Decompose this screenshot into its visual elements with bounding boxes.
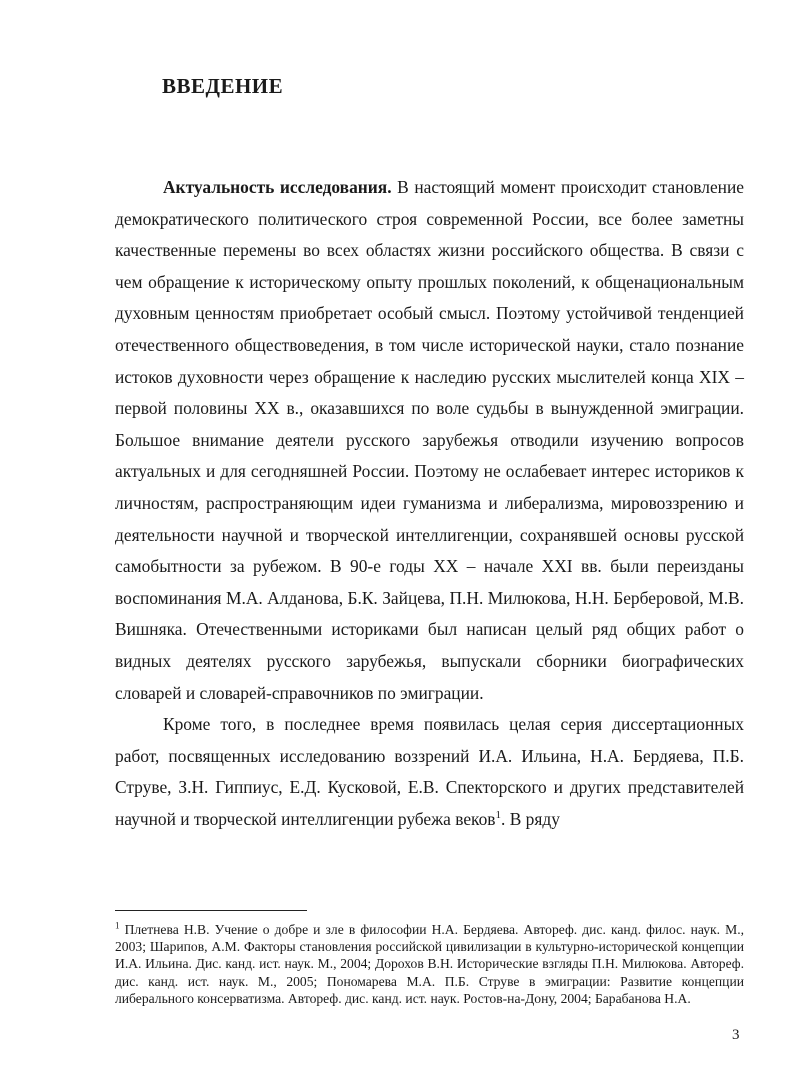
paragraph-relevance bbox=[115, 172, 744, 709]
footnote bbox=[115, 921, 744, 1007]
paragraph-relevance-text: В настоящий момент происходит становление демократического политического строя современной России, все более заметны качественные перемены во всех областях жизни российского общества. В связи с чем обращение к историческому опыту прошлых поколений, к общенациональным духовным ценностям приобретает особый смысл. Поэтому устойчивой тенденцией отечественного обществоведения, в том числе исторической науки, стало познание истоков духовности через обращение к наследию русских мыслителей конца XIX – первой половины XX в., оказавшихся по воле судьбы в вынужденной эмиграции. Большое внимание деятели русского зарубежья отводили изучению вопросов актуальных и для сегодняшней России. Поэтому не ослабевает интерес историков к личностям, распространяющим идеи гуманизма и либерализма, мировоззрению и деятельности научной и творческой интеллигенции, сохранявшей основы русской самобытности за рубежом. В 90-е годы XX – начале XXI вв. были переизданы воспоминания М.А. Алданова, Б.К. Зайцева, П.Н. Милюкова, Н.Н. Берберовой, М.В. Вишняка. Отечественными историками был написан целый ряд общих работ о видных деятелях русского зарубежья, выпускали сборники биографических словарей и словарей-справочников по эмиграции. bbox=[115, 177, 744, 703]
footnote-number: 1 bbox=[115, 920, 120, 931]
body-text bbox=[115, 172, 744, 835]
footnote-separator bbox=[115, 910, 307, 911]
paragraph-lead-bold: Актуальность исследования. bbox=[163, 177, 392, 197]
section-heading: ВВЕДЕНИЕ bbox=[162, 74, 284, 98]
footnote-text: Плетнева Н.В. Учение о добре и зле в философии Н.А. Бердяева. Автореф. дис. канд. филос. наук. М., 2003; Шарипов, А.М. Факторы становления российской цивилизации в культурно-исторической концепции И.А. Ильина. Дис. канд. ист. наук. М., 2004; Дорохов В.Н. Исторические взгляды П.Н. Милюкова. Автореф. дис. канд. ист. наук. М., 2005; Пономарева М.А. П.Б. Струве в эмиграции: Развитие концепции либерального консерватизма. Автореф. дис. канд. ист. наук. Ростов-на-Дону, 2004; Барабанова Н.А. bbox=[115, 922, 744, 1006]
page-number: 3 bbox=[732, 1027, 740, 1043]
paragraph-dissertations-tail: . В ряду bbox=[501, 808, 560, 829]
paragraph-dissertations-text: Кроме того, в последнее время появилась целая серия диссертационных работ, посвященных исследованию воззрений И.А. Ильина, Н.А. Бердяева, П.Б. Струве, З.Н. Гиппиус, Е.Д. Кусковой, Е.В. Спекторского и других представителей научной и творческой интеллигенции рубежа веков bbox=[115, 714, 744, 829]
footnote-reference: 1 bbox=[495, 809, 502, 822]
paragraph-dissertations bbox=[115, 709, 744, 835]
